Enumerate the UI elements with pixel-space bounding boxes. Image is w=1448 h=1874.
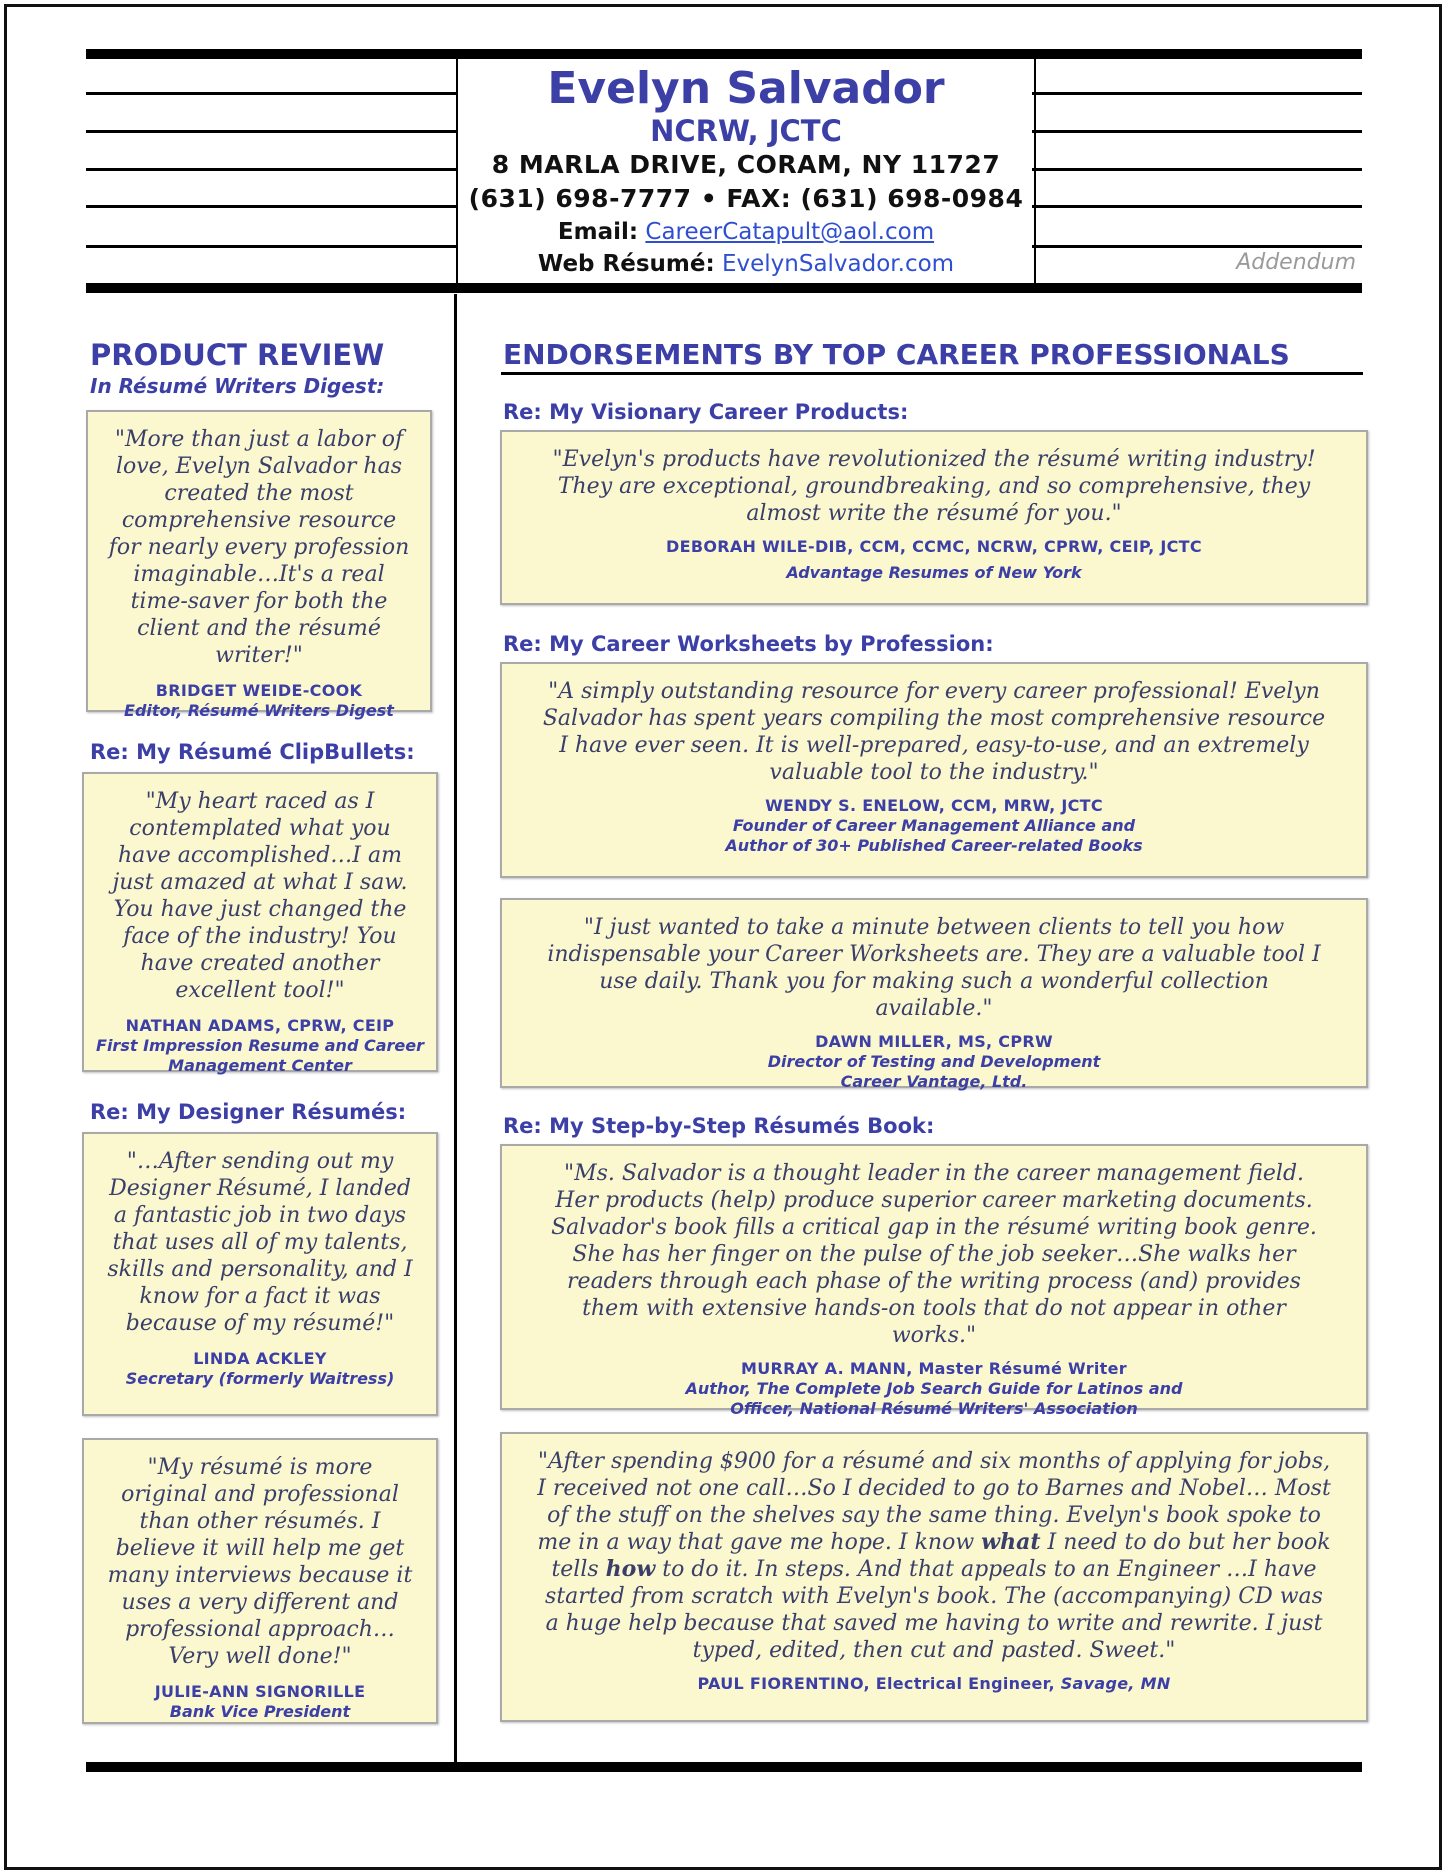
review-quote-box [86,410,432,720]
quote-role: Secretary (formerly Waitress) [125,1369,395,1388]
header-right-line-3 [1032,168,1362,171]
quote-role-2: Author of 30+ Published Career-related Books [725,836,1143,855]
visionary-label: Re: My Visionary Career Products: [503,400,909,424]
quote-text: "Evelyn's products have revolutionized the résumé writing industry! They are exceptional, groundbreaking, and so comprehensive, they almost write the résumé for you." [552,447,1316,526]
quote-author: DEBORAH WILE-DIB, CCM, CCMC, NCRW, CPRW, CEIP, JCTC [666,537,1202,556]
web-link[interactable]: EvelynSalvador.com [721,251,955,277]
quote-text [536,1448,1332,1664]
quote-author-place: Savage, MN [1060,1674,1171,1693]
credentials: NCRW, JCTC [650,114,842,148]
quote-author: WENDY S. ENELOW, CCM, MRW, JCTC [765,796,1103,815]
person-name: Evelyn Salvador [547,63,945,114]
quote-text: "Ms. Salvador is a thought leader in the career management field. Her products (help) produce superior career marketing documents. Salvador's book fills a critical gap in the résumé writing book genre. She has her finger on the pulse of the job seeker…She walks her readers through each phase of the writing process (and) provides them with extensive hands-on tools that do not appear in other works." [551,1161,1317,1348]
quote-text: "More than just a labor of love, Evelyn Salvador has created the most comprehensive resource for nearly every profession imaginable…It's a real time-saver for both the client and the résumé writer!" [108,427,410,668]
email-row [458,216,1034,248]
quote-role-2: Officer, National Résumé Writers' Association [730,1399,1138,1418]
quote-author: MURRAY A. MANN, Master Résumé Writer [741,1359,1127,1378]
endorsements-title: ENDORSEMENTS BY TOP CAREER PROFESSIONALS [503,338,1290,371]
quote-text: "My heart raced as I contemplated what you have accomplished…I am just amazed at what I saw. You have just changed the face of the industry! You have created another excellent tool!" [112,789,408,1003]
quote-role-2: Career Vantage, Ltd. [840,1072,1028,1091]
quote-role: Advantage Resumes of New York [786,563,1082,582]
header-right-line-2 [1032,130,1362,133]
designer-quote-box-1 [82,1132,438,1416]
quote-part-a: "After spending $900 for a résumé and six months of applying for jobs, I received not one call…So I decided to go to Barnes and Nobel… Most of the stuff on the shelves say the same thing. Evelyn's book spoke to me in a way that gave me hope. I know [537,1449,1331,1555]
quote-author: BRIDGET WEIDE-COOK [155,681,363,700]
email-label: Email: [557,219,639,245]
header-left-line-5 [86,245,456,248]
quote-text: "A simply outstanding resource for every career professional! Evelyn Salvador has spent years compiling the most comprehensive resource I have ever seen. It is well-prepared, easy-to-use, and an extremely valuable tool to the industry." [542,679,1326,785]
endorsements-rule [501,372,1363,375]
quote-emphasis-what: what [981,1529,1041,1555]
footer-rule [86,1762,1362,1772]
quote-role-1: Director of Testing and Development [767,1052,1101,1071]
web-label: Web Résumé: [537,251,715,277]
header-right-line-5 [1032,245,1362,248]
worksheets-quote-box-2 [500,898,1368,1091]
address: 8 MARLA DRIVE, CORAM, NY 11727 [491,150,1001,179]
column-divider [454,294,457,1762]
web-row [458,248,1034,280]
designer-quote-box-2 [82,1438,438,1724]
header-left-line-4 [86,205,456,208]
quote-author: NATHAN ADAMS, CPRW, CEIP [125,1016,395,1035]
quote-part-c: to do it. In steps. And that appeals to an Engineer …I have started from scratch with Evelyn's book. The (accompanying) CD was a huge help because that saved me having to write and rewrite. I just typed, edited, then cut and pasted. Sweet." [545,1557,1323,1663]
worksheets-quote-box-1 [500,662,1368,878]
quote-role-1: Author, The Complete Job Search Guide for Latinos and [685,1379,1183,1398]
book-quote-box-2 [500,1432,1368,1722]
header-left-line-3 [86,168,456,171]
header-left-line-2 [86,130,456,133]
quote-role: First Impression Resume and Career Management Center [96,1036,424,1075]
quote-text: "…After sending out my Designer Résumé, I landed a fantastic job in two days that uses all of my talents, skills and personality, and I know for a fact it was because of my résumé!" [107,1149,413,1336]
header-right-line-4 [1032,205,1362,208]
quote-author-title: Electrical Engineer, [875,1674,1055,1693]
book-label: Re: My Step-by-Step Résumés Book: [503,1114,935,1138]
quote-part-b: I need to do but her book tells [551,1530,1331,1582]
quote-author: LINDA ACKLEY [193,1349,327,1368]
addendum-label: Addendum [1236,250,1356,275]
quote-author: JULIE-ANN SIGNORILLE [154,1682,366,1701]
product-review-title: PRODUCT REVIEW [90,338,385,372]
quote-author: DAWN MILLER, MS, CPRW [815,1032,1053,1051]
quote-role: Bank Vice President [169,1702,351,1721]
header-left-line-1 [86,92,456,95]
book-quote-box-1 [500,1144,1368,1418]
header-right-line-1 [1032,92,1362,95]
contact-header [456,58,1036,286]
designer-label: Re: My Designer Résumés: [90,1100,407,1124]
clipbullets-label: Re: My Résumé ClipBullets: [90,740,415,764]
quote-emphasis-how: how [605,1556,656,1582]
phone-fax: (631) 698-7777 • FAX: (631) 698-0984 [468,184,1024,213]
quote-role: Editor, Résumé Writers Digest [124,701,394,720]
quote-text: "My résumé is more original and professional than other résumés. I believe it will help me get many interviews because it uses a very different and professional approach…Very well done!" [107,1455,413,1669]
quote-role-1: Founder of Career Management Alliance and [732,816,1136,835]
quote-text: "I just wanted to take a minute between clients to tell you how indispensable your Career Worksheets are. They are a valuable tool I use daily. Thank you for making such a wonderful collection available." [547,915,1321,1021]
clipbullets-quote-box [82,772,438,1075]
worksheets-label: Re: My Career Worksheets by Profession: [503,632,994,656]
product-review-subtitle: In Résumé Writers Digest: [90,374,385,398]
visionary-quote-box [500,430,1368,605]
quote-author: PAUL FIORENTINO, [697,1674,870,1693]
email-link[interactable]: CareerCatapult@aol.com [645,219,935,245]
quote-author-row [536,1674,1332,1694]
